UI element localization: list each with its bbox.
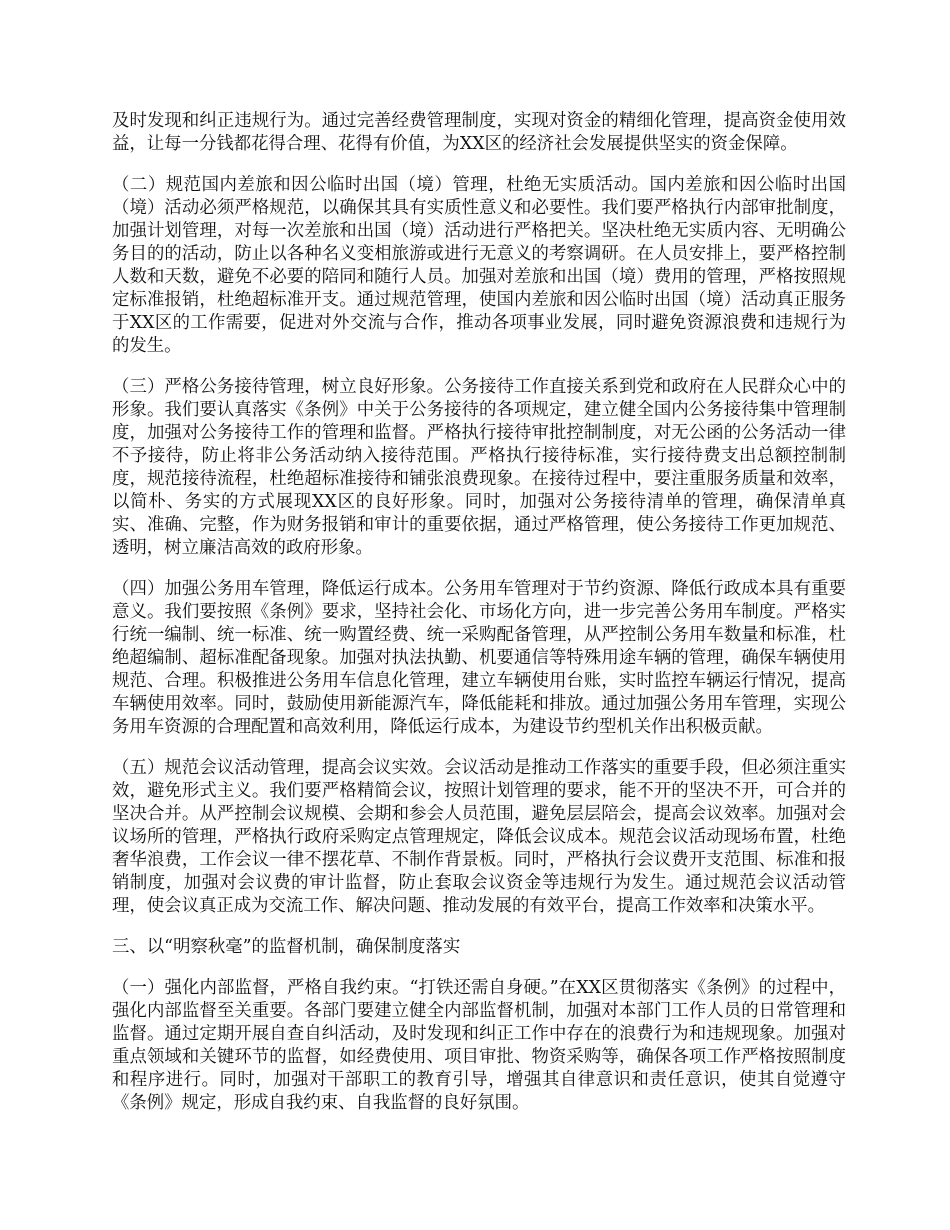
paragraph-internal-supervision: （一）强化内部监督，严格自我约束。“打铁还需自身硬。”在XX区贯彻落实《条例》的过程中，强化内部监督至关重要。各部门要建立健全内部监督机制，加强对本部门工作人员的日常管理和监督。通过定期开展自查自纠活动，及时发现和纠正工作中存在的浪费行为和违规现象。加强对重点领域和关键环节的监督，如经费使用、项目审批、物资采购等，确保各项工作严格按照制度和程序进行。同时，加强对干部职工的教育引导，增强其自律意识和责任意识，使其自觉遵守《条例》规定，形成自我约束、自我监督的良好氛围。 <box>112 978 846 1113</box>
paragraph-funds-management: 及时发现和纠正违规行为。通过完善经费管理制度，实现对资金的精细化管理，提高资金使用效益，让每一分钱都花得合理、花得有价值，为XX区的经济社会发展提供坚实的资金保障。 <box>112 111 846 154</box>
document-page <box>112 110 846 1133</box>
paragraph-reception-management: （三）严格公务接待管理，树立良好形象。公务接待工作直接关系到党和政府在人民群众心中的形象。我们要认真落实《条例》中关于公务接待的各项规定，建立健全国内公务接待集中管理制度，加强对公务接待工作的管理和监督。严格执行接待审批控制制度，对无公函的公务活动一律不予接待，防止将非公务活动纳入接待范围。严格执行接待标准，实行接待费支出总额控制制度，规范接待流程，杜绝超标准接待和铺张浪费现象。在接待过程中，要注重服务质量和效率，以简朴、务实的方式展现XX区的良好形象。同时，加强对公务接待清单的管理，确保清单真实、准确、完整，作为财务报销和审计的重要依据，通过严格管理，使公务接待工作更加规范、透明，树立廉洁高效的政府形象。 <box>112 377 846 558</box>
paragraph-meeting-management: （五）规范会议活动管理，提高会议实效。会议活动是推动工作落实的重要手段，但必须注重实效，避免形式主义。我们要严格精简会议，按照计划管理的要求，能不开的坚决不开，可合并的坚决合并。从严控制会议规模、会期和参会人员范围，避免层层陪会，提高会议效率。加强对会议场所的管理，严格执行政府采购定点管理规定，降低会议成本。规范会议活动现场布置，杜绝奢华浪费，工作会议一律不摆花草、不制作背景板。同时，严格执行会议费开支范围、标准和报销制度，加强对会议费的审计监督，防止套取会议资金等违规行为发生。通过规范会议活动管理，使会议真正成为交流工作、解决问题、推动发展的有效平台，提高工作效率和决策水平。 <box>112 758 846 916</box>
paragraph-travel-management: （二）规范国内差旅和因公临时出国（境）管理，杜绝无实质活动。国内差旅和因公临时出国（境）活动必须严格规范，以确保其具有实质性意义和必要性。我们要严格执行内部审批制度，加强计划管理，对每一次差旅和出国（境）活动进行严格把关。坚决杜绝无实质内容、无明确公务目的的活动，防止以各种名义变相旅游或进行无意义的考察调研。在人员安排上，要严格控制人数和天数，避免不必要的陪同和随行人员。加强对差旅和出国（境）费用的管理，严格按照规定标准报销，杜绝超标准开支。通过规范管理，使国内差旅和因公临时出国（境）活动真正服务于XX区的工作需要，促进对外交流与合作，推动各项事业发展，同时避免资源浪费和违规行为的发生。 <box>112 175 846 356</box>
paragraph-vehicle-management: （四）加强公务用车管理，降低运行成本。公务用车管理对于节约资源、降低行政成本具有重要意义。我们要按照《条例》要求，坚持社会化、市场化方向，进一步完善公务用车制度。严格实行统一编制、统一标准、统一购置经费、统一采购配备管理，从严控制公务用车数量和标准，杜绝超编制、超标准配备现象。加强对执法执勤、机要通信等特殊用途车辆的管理，确保车辆使用规范、合理。积极推进公务用车信息化管理，建立车辆使用台账，实时监控车辆运行情况，提高车辆使用效率。同时，鼓励使用新能源汽车，降低能耗和排放。通过加强公务用车管理，实现公务用车资源的合理配置和高效利用，降低运行成本，为建设节约型机关作出积极贡献。 <box>112 579 846 737</box>
section-heading-supervision: 三、以“明察秋毫”的监督机制，确保制度落实 <box>112 937 461 957</box>
